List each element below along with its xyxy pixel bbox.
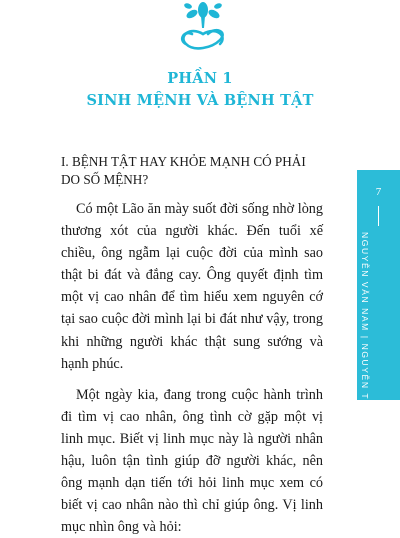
running-head: NGUYỄN VĂN NAM | NGUYỄN TH bbox=[360, 232, 370, 408]
paragraph-2: Một ngày kia, đang trong cuộc hành trình đi tìm vị cao nhân, ông tình cờ gặp một vị linh mục. Biết vị linh mục này là người nhân hậu, luôn tận tình giúp đỡ người khác, nên ông mạnh dạn tiến tới hỏi linh mục xem có biết vị cao nhân nào thì chỉ giúp ông. Vị linh mục nhìn ông và hỏi: bbox=[61, 386, 323, 536]
paragraph-1: Có một Lão ăn mày suốt đời sống nhờ lòng thương xót của người khác. Đến tuổi xế chiều, ông ngẫm lại cuộc đời của mình sao thật bi đát và đắng cay. Ông quyết định tìm một vị cao nhân để tìm hiểu xem nguyên cớ tại sao cuộc đời mình lại bi đát như vậy, trong khi những người khác thật sung sướng và hạnh phúc. bbox=[61, 201, 323, 372]
swirl-ornament-icon bbox=[168, 0, 238, 52]
section-title: I. BỆNH TẬT HAY KHỎE MẠNH CÓ PHẢI DO SỐ MỆNH? bbox=[61, 154, 306, 187]
page-number: 7 bbox=[375, 186, 382, 198]
side-divider bbox=[378, 206, 379, 226]
chapter-content bbox=[61, 153, 323, 538]
part-label: PHẦN 1 bbox=[167, 70, 233, 87]
part-title: SINH MỆNH VÀ BỆNH TẬT bbox=[86, 92, 314, 109]
